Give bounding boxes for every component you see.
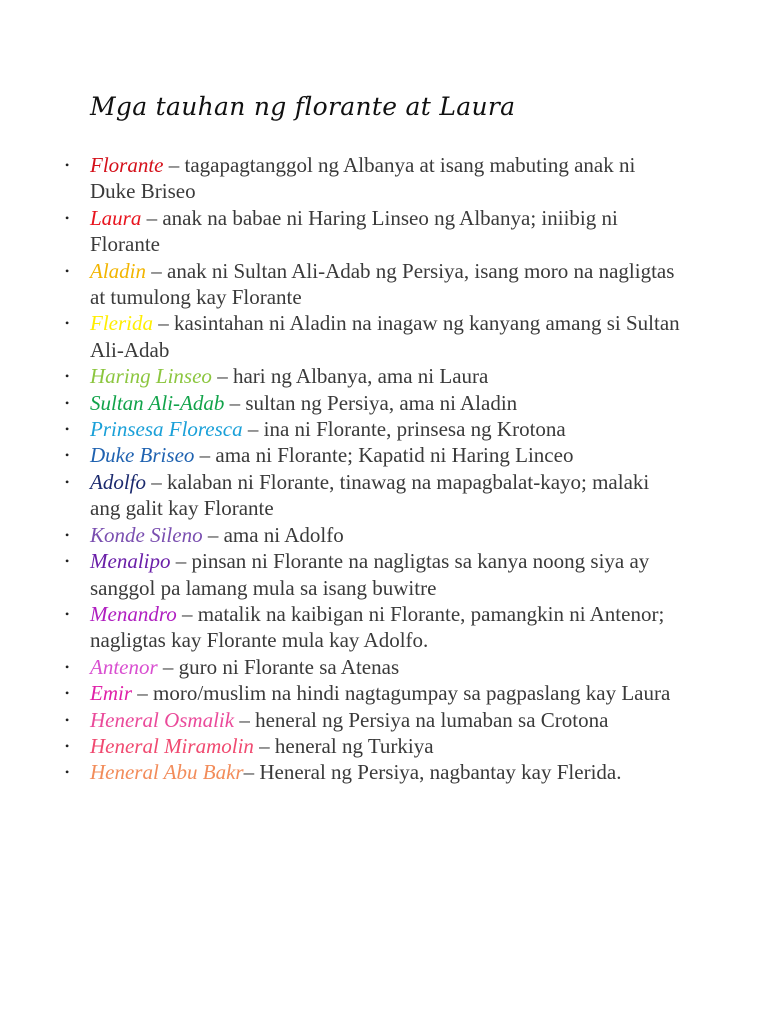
page-title: Mga tauhan ng florante at Laura xyxy=(90,92,516,121)
character-name: Konde Sileno xyxy=(90,522,203,547)
character-description: – ina ni Florante, prinsesa ng Krotona xyxy=(242,417,566,442)
character-name: Menandro xyxy=(90,601,177,626)
list-item xyxy=(60,310,680,363)
list-item xyxy=(60,759,680,785)
character-description: – hari ng Albanya, ama ni Laura xyxy=(211,364,489,389)
bullet-icon: • xyxy=(65,448,70,463)
bullet-icon: • xyxy=(65,474,70,489)
character-name: Laura xyxy=(90,205,142,230)
character-description: – sultan ng Persiya, ama ni Aladin xyxy=(224,390,518,415)
list-item xyxy=(60,363,680,389)
character-description: – anak ni Sultan Ali-Adab ng Persiya, isang moro na nagligtas at tumulong kay Florante xyxy=(90,258,675,310)
bullet-icon: • xyxy=(65,554,70,569)
character-description: – ama ni Adolfo xyxy=(202,522,344,547)
bullet-icon: • xyxy=(65,263,70,278)
character-description: – Heneral ng Persiya, nagbantay kay Flerida. xyxy=(243,760,622,785)
bullet-icon: • xyxy=(65,738,70,753)
character-name: Florante xyxy=(90,153,164,177)
list-item xyxy=(60,548,680,601)
character-name: Heneral Abu Bakr xyxy=(90,760,244,785)
character-name: Menalipo xyxy=(90,549,171,574)
character-description: – kasintahan ni Aladin na inagaw ng kanyang amang si Sultan Ali-Adab xyxy=(90,311,680,362)
character-description: – guro ni Florante sa Atenas xyxy=(157,654,400,679)
list-item xyxy=(60,205,680,258)
character-description: – ama ni Florante; Kapatid ni Haring Linceo xyxy=(194,443,574,468)
bullet-icon: • xyxy=(65,210,70,225)
list-item xyxy=(60,680,680,706)
bullet-icon: • xyxy=(65,686,70,701)
character-description: – heneral ng Persiya na lumaban sa Crotona xyxy=(234,707,609,732)
character-description: – moro/muslim na hindi nagtagumpay sa pagpaslang kay Laura xyxy=(132,681,671,706)
list-item xyxy=(60,258,680,311)
character-name: Adolfo xyxy=(90,469,146,494)
list-item xyxy=(60,522,680,548)
list-item xyxy=(60,442,680,468)
character-list xyxy=(60,152,680,786)
character-name: Prinsesa Floresca xyxy=(90,417,243,442)
character-description: – anak na babae ni Haring Linseo ng Albanya; iniibig ni Florante xyxy=(90,205,618,257)
bullet-icon: • xyxy=(65,659,70,674)
list-item xyxy=(60,601,680,654)
bullet-icon: • xyxy=(65,369,70,384)
list-item xyxy=(60,416,680,442)
bullet-icon: • xyxy=(65,316,70,331)
list-item xyxy=(60,469,680,522)
bullet-icon: • xyxy=(65,527,70,542)
list-item xyxy=(60,654,680,680)
list-item xyxy=(60,707,680,733)
bullet-icon: • xyxy=(65,765,70,780)
character-name: Heneral Osmalik xyxy=(90,707,235,732)
bullet-icon: • xyxy=(65,395,70,410)
character-name: Haring Linseo xyxy=(90,364,212,389)
character-name: Aladin xyxy=(90,258,146,283)
character-name: Emir xyxy=(90,681,132,706)
character-name: Heneral Miramolin xyxy=(90,733,254,758)
character-description: – pinsan ni Florante na nagligtas sa kanya noong siya ay sanggol pa lamang mula sa isang buwitre xyxy=(90,549,650,600)
character-description: – kalaban ni Florante, tinawag na mapagbalat-kayo; malaki ang galit kay Florante xyxy=(90,469,650,521)
bullet-icon: • xyxy=(65,606,70,621)
character-description: – tagapagtanggol ng Albanya at isang mabuting anak ni Duke Briseo xyxy=(90,153,636,204)
list-item xyxy=(60,733,680,759)
character-description: – heneral ng Turkiya xyxy=(253,733,434,758)
character-name: Antenor xyxy=(90,654,158,679)
bullet-icon: • xyxy=(65,422,70,437)
character-name: Flerida xyxy=(90,311,153,336)
list-item xyxy=(60,390,680,416)
character-name: Sultan Ali-Adab xyxy=(90,390,225,415)
bullet-icon: • xyxy=(65,158,70,172)
list-item xyxy=(60,152,680,205)
character-name: Duke Briseo xyxy=(90,443,195,468)
bullet-icon: • xyxy=(65,712,70,727)
character-description: – matalik na kaibigan ni Florante, pamangkin ni Antenor; nagligtas kay Florante mula kay Adolfo. xyxy=(90,601,665,653)
